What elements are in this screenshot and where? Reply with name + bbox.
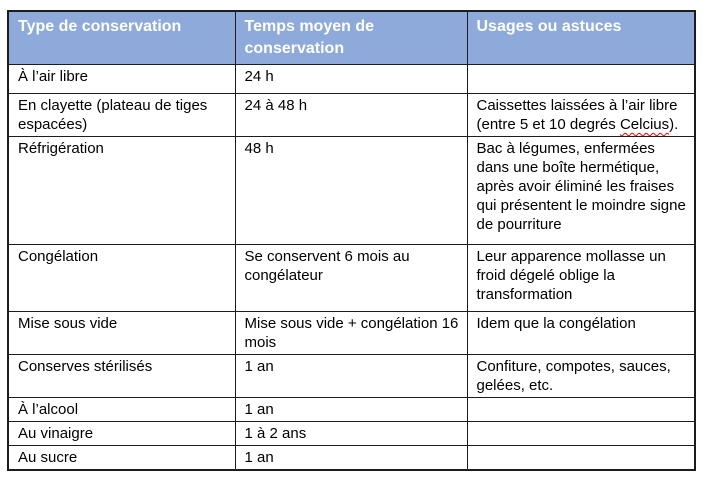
header-cell-type: Type de conservation	[8, 11, 235, 65]
cell-temps: 1 à 2 ans	[235, 422, 467, 446]
cell-usages: Bac à légumes, enfermées dans une boîte hermétique, après avoir éliminé les fraises qui présentent le moindre signe de pourriture	[467, 137, 695, 245]
conservation-table-container	[7, 10, 696, 471]
cell-temps: Se conservent 6 mois au congélateur	[235, 245, 467, 312]
cell-usages: Confiture, compotes, sauces, gelées, etc.	[467, 355, 695, 398]
usages-text: Caissettes laissées à l’air libre (entre 5 et 10 degrés	[476, 97, 678, 133]
table-row-conserves-sterilises	[8, 355, 695, 398]
cell-temps: Mise sous vide + congélation 16 mois	[235, 312, 467, 355]
table-row-mise-sous-vide	[8, 312, 695, 355]
misspelled-word: Celcius	[619, 116, 670, 133]
cell-type: Conserves stérilisés	[8, 355, 235, 398]
table-row-refrigeration	[8, 137, 695, 245]
cell-usages	[467, 446, 695, 471]
conservation-table	[7, 10, 696, 471]
cell-type: Au sucre	[8, 446, 235, 471]
cell-temps: 48 h	[235, 137, 467, 245]
cell-usages	[467, 94, 695, 137]
cell-type: Réfrigération	[8, 137, 235, 245]
cell-type: Mise sous vide	[8, 312, 235, 355]
cell-usages: Idem que la congélation	[467, 312, 695, 355]
cell-type: À l’alcool	[8, 398, 235, 422]
table-row-clayette	[8, 94, 695, 137]
cell-usages: Leur apparence mollasse un froid dégelé oblige la transformation	[467, 245, 695, 312]
cell-usages	[467, 398, 695, 422]
header-cell-temps: Temps moyen de conservation	[235, 11, 467, 65]
table-row-vinaigre	[8, 422, 695, 446]
table-row-air-libre	[8, 65, 695, 94]
cell-temps: 1 an	[235, 355, 467, 398]
header-row	[8, 11, 695, 65]
table-row-congelation	[8, 245, 695, 312]
cell-type: Congélation	[8, 245, 235, 312]
usages-text: ).	[669, 116, 679, 133]
cell-temps: 1 an	[235, 398, 467, 422]
table-row-alcool	[8, 398, 695, 422]
cell-type: En clayette (plateau de tiges espacées)	[8, 94, 235, 137]
cell-temps: 24 à 48 h	[235, 94, 467, 137]
cell-type: Au vinaigre	[8, 422, 235, 446]
table-row-sucre	[8, 446, 695, 471]
header-cell-usages: Usages ou astuces	[467, 11, 695, 65]
cell-type: À l’air libre	[8, 65, 235, 94]
cell-temps: 1 an	[235, 446, 467, 471]
cell-usages	[467, 422, 695, 446]
cell-usages	[467, 65, 695, 94]
cell-temps: 24 h	[235, 65, 467, 94]
